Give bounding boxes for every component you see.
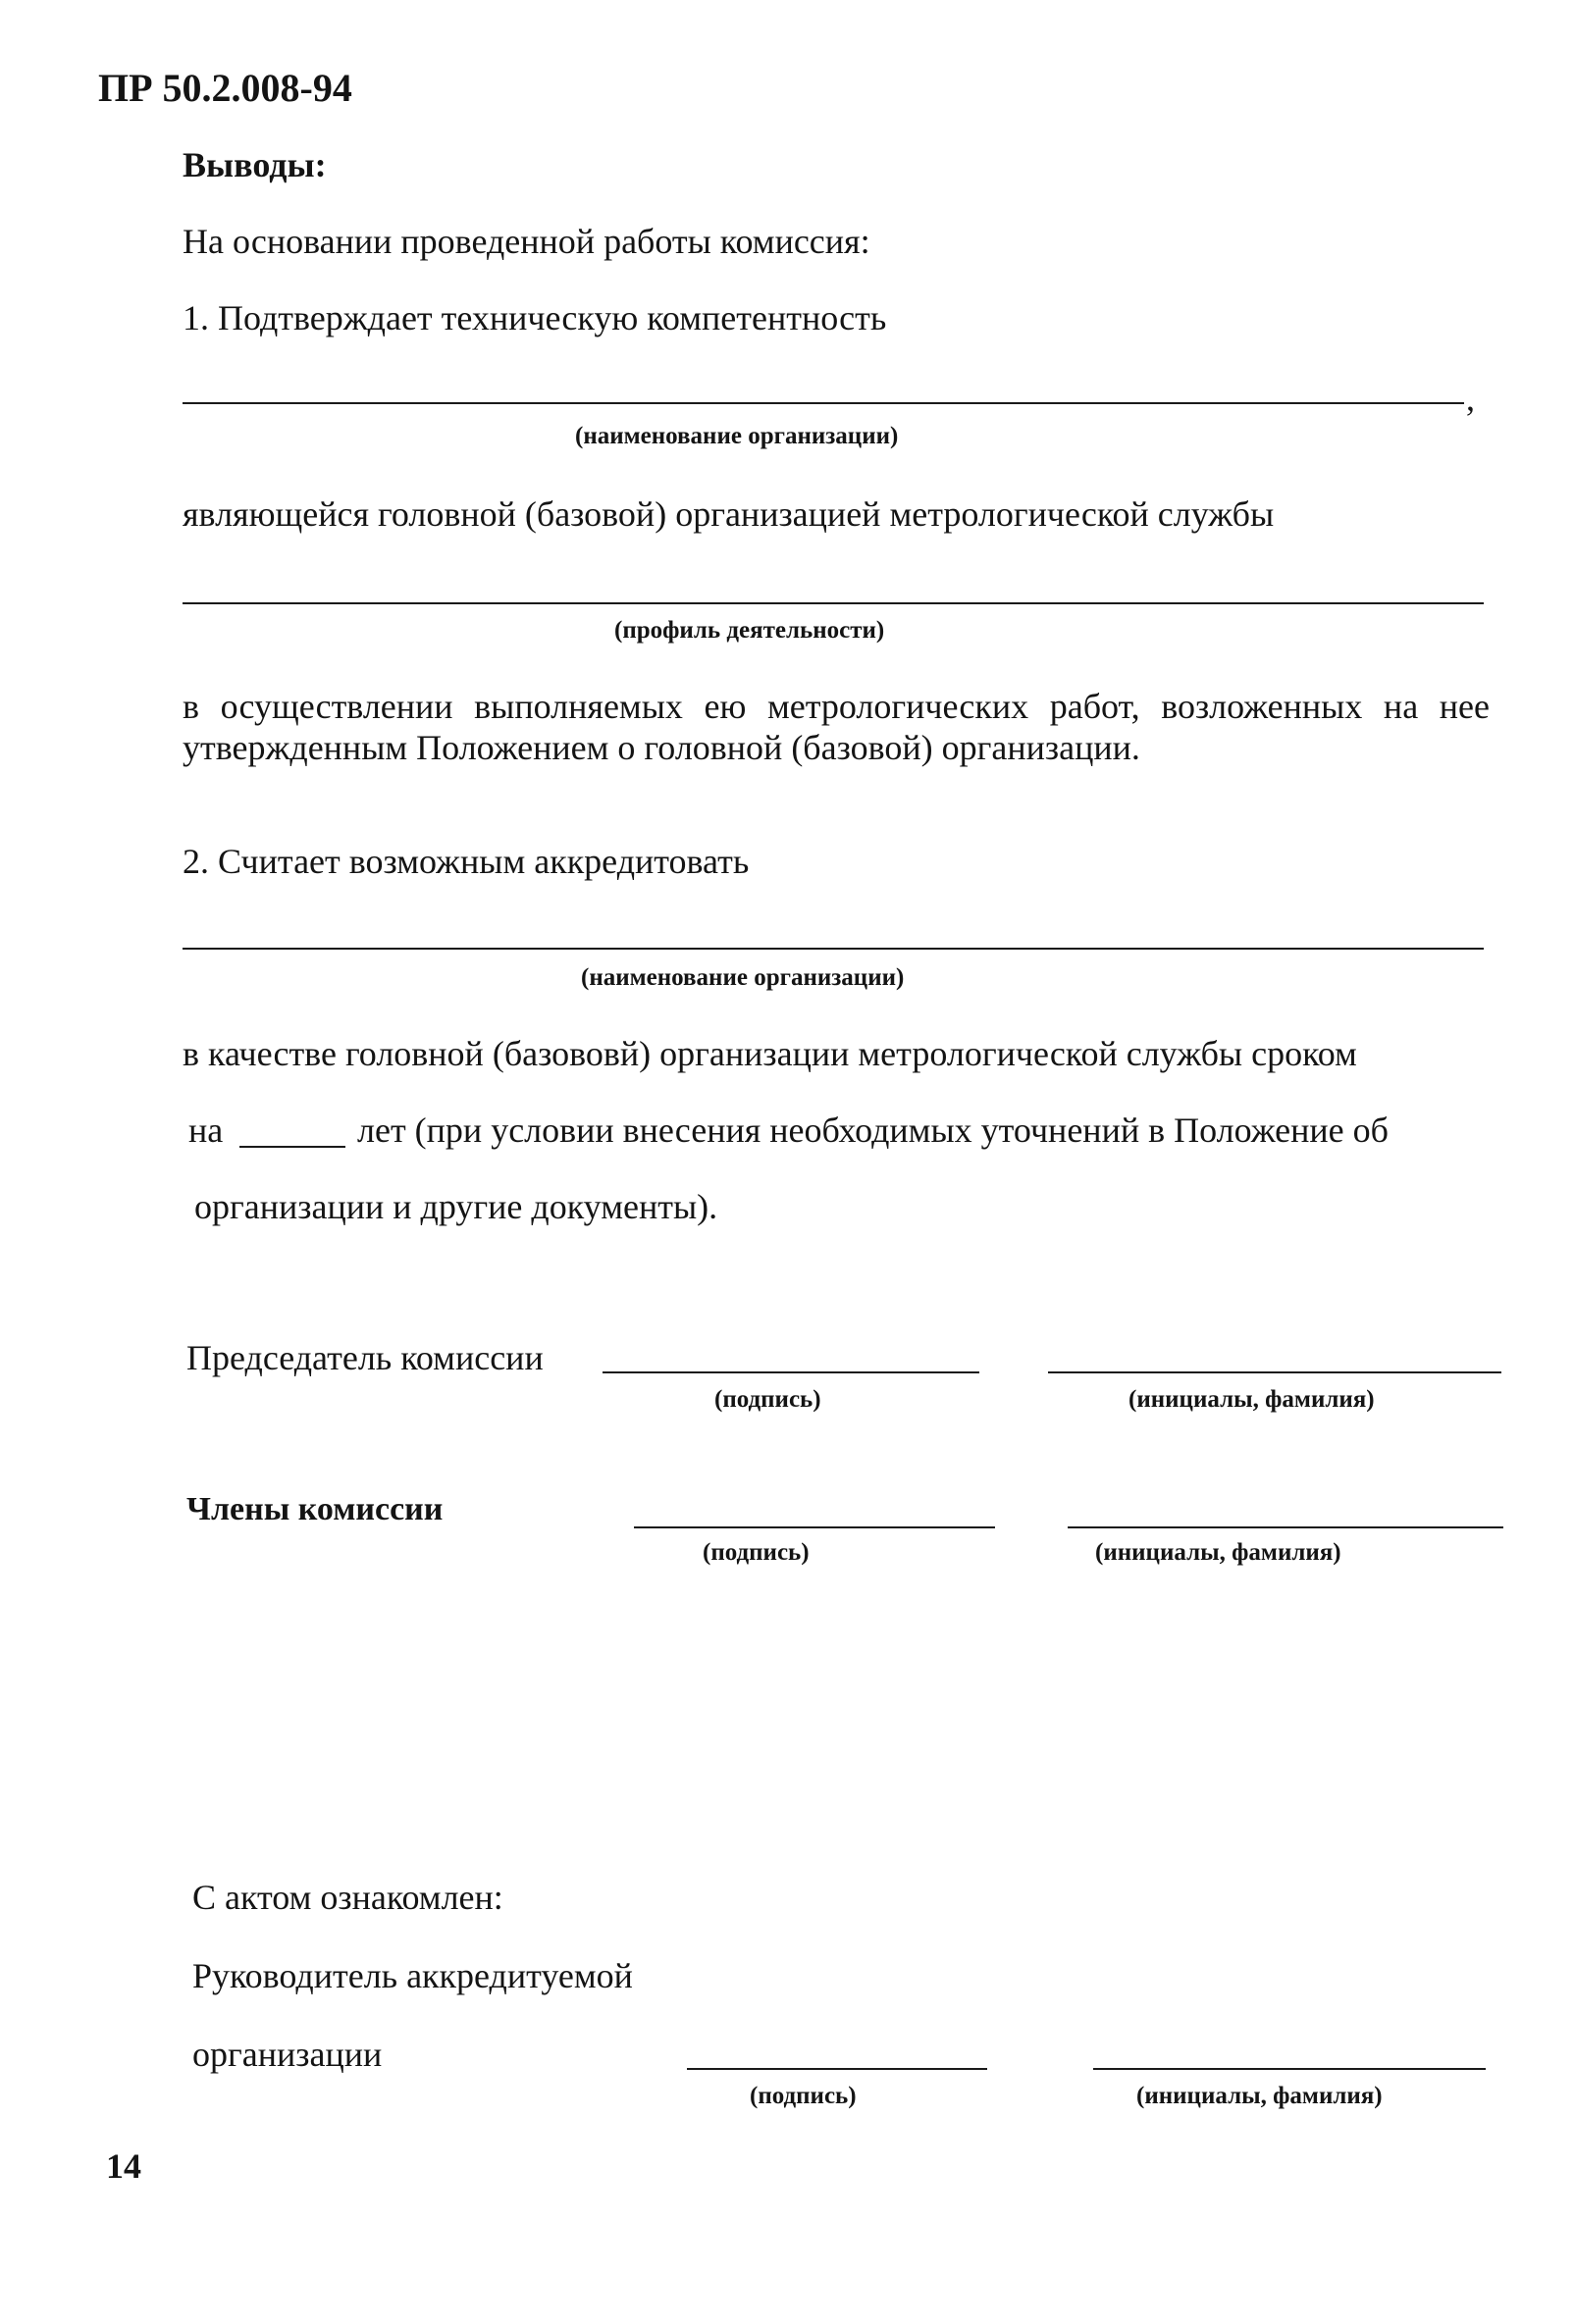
item2-text: 2. Считает возможным аккредитовать	[183, 842, 750, 881]
head-signature-caption: (подпись)	[750, 2083, 857, 2109]
acknowledgement-heading: С актом ознакомлен:	[192, 1878, 503, 1917]
caption-org-name-1: (наименование организации)	[575, 423, 899, 449]
head-label-line2: организации	[192, 2035, 383, 2074]
term-prefix: на	[188, 1110, 224, 1150]
chairman-name-caption: (инициалы, фамилия)	[1128, 1386, 1375, 1413]
chairman-label: Председатель комиссии	[186, 1338, 544, 1377]
caption-activity-profile: (профиль деятельности)	[614, 617, 885, 644]
members-signature-blank[interactable]	[634, 1526, 995, 1528]
item1-continuation: являющейся головной (базовой) организацией метрологической службы	[183, 494, 1275, 534]
caption-org-name-2: (наименование организации)	[581, 964, 905, 991]
members-label: Члены комиссии	[186, 1491, 444, 1527]
conclusions-intro: На основании проведенной работы комиссия:	[183, 222, 870, 261]
term-suffix: лет (при условии внесения необходимых уточнений в Положение об	[357, 1110, 1389, 1150]
document-code: ПР 50.2.008-94	[98, 66, 352, 110]
chairman-signature-caption: (подпись)	[714, 1386, 821, 1413]
members-name-blank[interactable]	[1068, 1526, 1503, 1528]
members-signature-caption: (подпись)	[703, 1539, 810, 1566]
item1-paragraph-line1: в осуществлении выполняемых ею метрологических работ, возложенных на нее	[183, 687, 1490, 726]
item2-ending: организации и другие документы).	[194, 1187, 718, 1226]
blank-org-name-2[interactable]	[183, 948, 1484, 950]
blank-org-name-1[interactable]	[183, 402, 1464, 404]
chairman-name-blank[interactable]	[1048, 1371, 1501, 1373]
blank-term-years[interactable]	[239, 1146, 345, 1148]
blank-activity-profile[interactable]	[183, 602, 1484, 604]
head-label-line1: Руководитель аккредитуемой	[192, 1956, 633, 1995]
chairman-signature-blank[interactable]	[603, 1371, 979, 1373]
item2-continuation: в качестве головной (базововй) организации метрологической службы сроком	[183, 1034, 1357, 1073]
item1-paragraph-line2: утвержденным Положением о головной (базовой) организации.	[183, 728, 1140, 767]
members-name-caption: (инициалы, фамилия)	[1095, 1539, 1341, 1566]
head-name-caption: (инициалы, фамилия)	[1136, 2083, 1383, 2109]
head-signature-blank[interactable]	[687, 2068, 987, 2070]
item1-text: 1. Подтверждает техническую компетентность	[183, 298, 887, 337]
page-number: 14	[106, 2146, 141, 2186]
conclusions-heading: Выводы:	[183, 145, 327, 184]
blank-comma: ,	[1466, 379, 1475, 418]
head-name-blank[interactable]	[1093, 2068, 1486, 2070]
